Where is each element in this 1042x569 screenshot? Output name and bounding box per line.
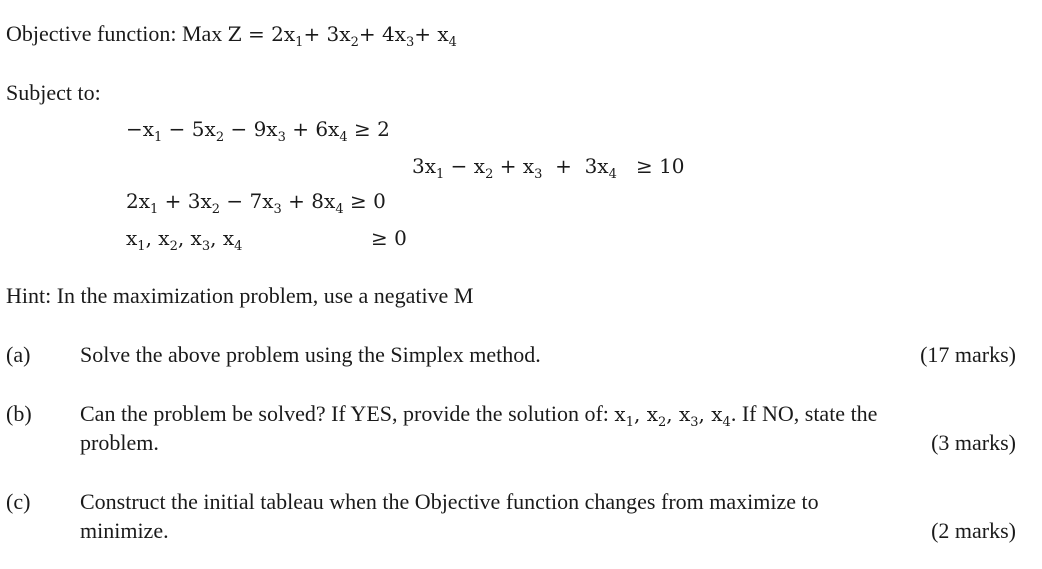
question-a-label: (a) bbox=[6, 342, 31, 367]
question-c-label: (c) bbox=[6, 489, 31, 514]
subject-to-heading: Subject to: bbox=[6, 80, 101, 105]
objective-label: Objective function: Max bbox=[6, 21, 228, 46]
constraint-1: $-x_1 - 5x_2 - 9x_3 + 6x_4 \ge 2$ bbox=[126, 117, 390, 145]
question-c-marks: (2 marks) bbox=[931, 518, 1016, 543]
question-b-line2: problem. bbox=[80, 430, 159, 455]
question-b-text-pre: Can the problem be solved? If YES, provide the solution of: bbox=[80, 401, 615, 426]
nonnegativity-rhs: ≥ 0 bbox=[371, 226, 407, 250]
nonnegativity-vars: $x_1$, $x_2$, $x_3$, $x_4$ bbox=[126, 226, 243, 254]
hint-text: Hint: In the maximization problem, use a negative M bbox=[6, 283, 474, 308]
constraint-2: $3x_1 - x_2 + x_3 + 3x_4 \ge 10$ bbox=[412, 154, 685, 182]
question-c-line1: Construct the initial tableau when the Objective function changes from maximize to bbox=[80, 489, 819, 514]
question-b-line1 bbox=[80, 401, 878, 430]
objective-expression: $Z = 2x_1+ 3x_2+ 4x_3+ x_4$ bbox=[227, 22, 457, 50]
question-a-text: Solve the above problem using the Simplex method. bbox=[80, 342, 541, 367]
question-a-marks: (17 marks) bbox=[920, 342, 1016, 367]
objective-line bbox=[6, 21, 457, 50]
question-b-text-post: . If NO, state the bbox=[730, 401, 878, 426]
question-b-label: (b) bbox=[6, 401, 32, 426]
question-b-vars: $x_1$, $x_2$, $x_3$, $x_4$ bbox=[614, 402, 731, 430]
constraint-3: $2x_1 + 3x_2 - 7x_3 + 8x_4 \ge 0$ bbox=[126, 189, 386, 217]
question-c-line2: minimize. bbox=[80, 518, 169, 543]
question-b-marks: (3 marks) bbox=[931, 430, 1016, 455]
